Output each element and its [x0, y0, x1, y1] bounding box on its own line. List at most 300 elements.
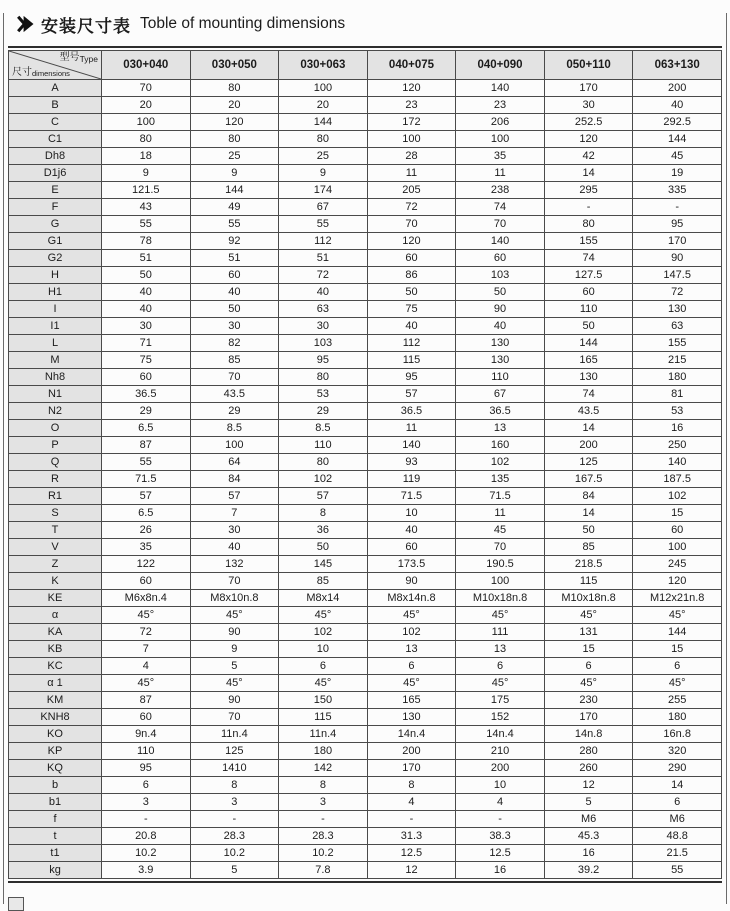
cell-value: 110 [456, 369, 545, 386]
cell-value: 11 [367, 420, 456, 437]
cell-value: 82 [190, 335, 279, 352]
cell-value: 95 [102, 760, 191, 777]
cell-value: 75 [102, 352, 191, 369]
cell-value: 71.5 [367, 488, 456, 505]
cell-value: 7.8 [279, 862, 368, 879]
row-label: α 1 [9, 675, 102, 692]
cell-value: M6x8n.4 [102, 590, 191, 607]
cell-value: 45° [544, 607, 633, 624]
cell-value: 84 [190, 471, 279, 488]
cell-value: 80 [279, 454, 368, 471]
cell-value: 18 [102, 148, 191, 165]
cell-value: - [633, 199, 722, 216]
cell-value: 55 [102, 216, 191, 233]
table-row [9, 845, 722, 862]
cell-value: 120 [367, 80, 456, 97]
cell-value: 144 [544, 335, 633, 352]
cell-value: 170 [367, 760, 456, 777]
cell-value: 60 [544, 284, 633, 301]
cell-value: 16n.8 [633, 726, 722, 743]
cell-value: 50 [102, 267, 191, 284]
cell-value: 6 [456, 658, 545, 675]
row-label: C1 [9, 131, 102, 148]
cell-value: 30 [190, 318, 279, 335]
cell-value: 84 [544, 488, 633, 505]
cell-value: 165 [367, 692, 456, 709]
cell-value: 335 [633, 182, 722, 199]
cell-value: 12 [367, 862, 456, 879]
cell-value: 28 [367, 148, 456, 165]
cell-value: 45 [633, 148, 722, 165]
cell-value: 53 [633, 403, 722, 420]
cell-value: 60 [367, 539, 456, 556]
cell-value: 45° [544, 675, 633, 692]
section-title-zh: 安装尺寸表 [41, 16, 131, 36]
cell-value: 6 [544, 658, 633, 675]
cell-value: 290 [633, 760, 722, 777]
cell-value: 14n.4 [367, 726, 456, 743]
table-row [9, 335, 722, 352]
row-label: A [9, 80, 102, 97]
cell-value: 205 [367, 182, 456, 199]
cell-value: 130 [456, 352, 545, 369]
cell-value: 130 [367, 709, 456, 726]
table-row [9, 777, 722, 794]
cell-value: 45° [456, 607, 545, 624]
cell-value: 63 [633, 318, 722, 335]
row-label: KP [9, 743, 102, 760]
cell-value: 90 [633, 250, 722, 267]
cell-value: 112 [279, 233, 368, 250]
cell-value: 8.5 [279, 420, 368, 437]
cell-value: 155 [544, 233, 633, 250]
cell-value: 120 [544, 131, 633, 148]
cell-value: 16 [544, 845, 633, 862]
cell-value: 25 [190, 148, 279, 165]
row-label: D1j6 [9, 165, 102, 182]
cell-value: 45° [633, 675, 722, 692]
cell-value: 25 [279, 148, 368, 165]
cell-value: 238 [456, 182, 545, 199]
table-row [9, 692, 722, 709]
cell-value: 15 [633, 641, 722, 658]
cell-value: 110 [102, 743, 191, 760]
cell-value: - [544, 199, 633, 216]
row-label: Q [9, 454, 102, 471]
cell-value: 206 [456, 114, 545, 131]
cell-value: 36.5 [367, 403, 456, 420]
cell-value: 150 [279, 692, 368, 709]
cell-value: 140 [456, 80, 545, 97]
cell-value: 50 [544, 318, 633, 335]
table-row [9, 301, 722, 318]
cell-value: 45° [367, 607, 456, 624]
cell-value: 40 [367, 522, 456, 539]
corner-type-label: 型号Type [59, 52, 98, 64]
cell-value: 125 [544, 454, 633, 471]
cell-value: 90 [190, 692, 279, 709]
cell-value: 74 [544, 386, 633, 403]
cell-value: 175 [456, 692, 545, 709]
cell-value: 140 [456, 233, 545, 250]
cell-value: 16 [633, 420, 722, 437]
cell-value: 100 [367, 131, 456, 148]
cell-value: 6 [633, 794, 722, 811]
cell-value: 31.3 [367, 828, 456, 845]
table-row [9, 658, 722, 675]
table-row [9, 828, 722, 845]
cell-value: 70 [456, 539, 545, 556]
cell-value: 11n.4 [190, 726, 279, 743]
cell-value: 3 [190, 794, 279, 811]
row-label: b1 [9, 794, 102, 811]
cell-value: 72 [633, 284, 722, 301]
row-label: Z [9, 556, 102, 573]
cell-value: 145 [279, 556, 368, 573]
column-header: 030+040 [102, 51, 191, 80]
row-label: KQ [9, 760, 102, 777]
cell-value: 11n.4 [279, 726, 368, 743]
cell-value: 103 [279, 335, 368, 352]
cell-value: 140 [633, 454, 722, 471]
cell-value: 110 [544, 301, 633, 318]
cell-value: 121.5 [102, 182, 191, 199]
cell-value: 200 [633, 80, 722, 97]
cell-value: 6 [102, 777, 191, 794]
cell-value: 167.5 [544, 471, 633, 488]
row-label: t [9, 828, 102, 845]
cell-value: 29 [190, 403, 279, 420]
cell-value: 74 [456, 199, 545, 216]
cell-value: 103 [456, 267, 545, 284]
cell-value: 45° [102, 675, 191, 692]
cell-value: 6 [633, 658, 722, 675]
cell-value: 180 [633, 369, 722, 386]
table-row [9, 811, 722, 828]
cell-value: 5 [190, 658, 279, 675]
cell-value: 9n.4 [102, 726, 191, 743]
cell-value: 14n.4 [456, 726, 545, 743]
row-label: N2 [9, 403, 102, 420]
row-label: kg [9, 862, 102, 879]
cell-value: 55 [633, 862, 722, 879]
cell-value: 72 [367, 199, 456, 216]
cell-value: 87 [102, 692, 191, 709]
cell-value: 45° [367, 675, 456, 692]
cell-value: 132 [190, 556, 279, 573]
cell-value: 60 [102, 709, 191, 726]
cell-value: 9 [279, 165, 368, 182]
cell-value: 10 [367, 505, 456, 522]
cell-value: 100 [102, 114, 191, 131]
cell-value: 60 [367, 250, 456, 267]
cell-value: 100 [190, 437, 279, 454]
mounting-dimensions-table [8, 50, 722, 879]
cell-value: 200 [456, 760, 545, 777]
table-row [9, 369, 722, 386]
cell-value: 40 [633, 97, 722, 114]
cell-value: 50 [456, 284, 545, 301]
cell-value: 130 [633, 301, 722, 318]
table-row [9, 624, 722, 641]
cell-value: 115 [279, 709, 368, 726]
cell-value: 45° [279, 607, 368, 624]
cell-value: 28.3 [190, 828, 279, 845]
cell-value: 112 [367, 335, 456, 352]
cell-value: 95 [633, 216, 722, 233]
table-row [9, 267, 722, 284]
cell-value: 131 [544, 624, 633, 641]
cell-value: 218.5 [544, 556, 633, 573]
table-row [9, 488, 722, 505]
cell-value: M10x18n.8 [456, 590, 545, 607]
cell-value: 245 [633, 556, 722, 573]
header-row [9, 51, 722, 80]
cell-value: 57 [367, 386, 456, 403]
cell-value: 23 [367, 97, 456, 114]
row-label: f [9, 811, 102, 828]
column-header: 040+075 [367, 51, 456, 80]
cell-value: 57 [190, 488, 279, 505]
table-row [9, 148, 722, 165]
cell-value: 3 [102, 794, 191, 811]
cell-value: 14 [544, 420, 633, 437]
cell-value: 71.5 [456, 488, 545, 505]
cell-value: 250 [633, 437, 722, 454]
table-row [9, 556, 722, 573]
cell-value: 19 [633, 165, 722, 182]
cell-value: 90 [456, 301, 545, 318]
cell-value: 119 [367, 471, 456, 488]
table-row [9, 216, 722, 233]
cell-value: 40 [367, 318, 456, 335]
cell-value: 39.2 [544, 862, 633, 879]
cell-value: 38.3 [456, 828, 545, 845]
page-border-left [3, 13, 4, 904]
section-marker-icon [15, 15, 34, 33]
cell-value: 13 [456, 420, 545, 437]
row-label: E [9, 182, 102, 199]
cell-value: 170 [544, 709, 633, 726]
cell-value: 67 [279, 199, 368, 216]
cell-value: 40 [279, 284, 368, 301]
table-row [9, 709, 722, 726]
row-label: S [9, 505, 102, 522]
cell-value: 43 [102, 199, 191, 216]
cell-value: 102 [367, 624, 456, 641]
cell-value: M10x18n.8 [544, 590, 633, 607]
cell-value: 50 [190, 301, 279, 318]
cell-value: 72 [279, 267, 368, 284]
cell-value: 10.2 [279, 845, 368, 862]
table-row [9, 454, 722, 471]
row-label: t1 [9, 845, 102, 862]
cell-value: 92 [190, 233, 279, 250]
row-label: Dh8 [9, 148, 102, 165]
column-header: 063+130 [633, 51, 722, 80]
cell-value: 80 [190, 131, 279, 148]
cell-value: 45° [102, 607, 191, 624]
cell-value: 35 [456, 148, 545, 165]
row-label: K [9, 573, 102, 590]
cell-value: 170 [633, 233, 722, 250]
cell-value: 102 [633, 488, 722, 505]
row-label: KO [9, 726, 102, 743]
cell-value: 152 [456, 709, 545, 726]
cell-value: M12x21n.8 [633, 590, 722, 607]
table-row [9, 760, 722, 777]
cell-value: 120 [633, 573, 722, 590]
cell-value: 50 [367, 284, 456, 301]
cell-value: 295 [544, 182, 633, 199]
table-row [9, 522, 722, 539]
row-label: KM [9, 692, 102, 709]
cell-value: 190.5 [456, 556, 545, 573]
cell-value: 20.8 [102, 828, 191, 845]
cell-value: 86 [367, 267, 456, 284]
cell-value: 72 [102, 624, 191, 641]
cell-value: 5 [190, 862, 279, 879]
cell-value: 12 [544, 777, 633, 794]
cell-value: 43.5 [190, 386, 279, 403]
cell-value: 120 [367, 233, 456, 250]
table-row [9, 726, 722, 743]
cell-value: 187.5 [633, 471, 722, 488]
cell-value: 30 [102, 318, 191, 335]
cell-value: 60 [102, 369, 191, 386]
cell-value: 320 [633, 743, 722, 760]
cell-value: 40 [456, 318, 545, 335]
cell-value: 6 [279, 658, 368, 675]
cell-value: 7 [102, 641, 191, 658]
cell-value: 90 [190, 624, 279, 641]
cell-value: 13 [367, 641, 456, 658]
row-label: N1 [9, 386, 102, 403]
table-row [9, 862, 722, 879]
column-header: 050+110 [544, 51, 633, 80]
table-top-rule [8, 46, 722, 48]
cell-value: 29 [102, 403, 191, 420]
cell-value: 50 [279, 539, 368, 556]
cell-value: 173.5 [367, 556, 456, 573]
row-label: R1 [9, 488, 102, 505]
table-row [9, 165, 722, 182]
cell-value: 130 [544, 369, 633, 386]
cell-value: 4 [456, 794, 545, 811]
cell-value: 43.5 [544, 403, 633, 420]
cell-value: 51 [279, 250, 368, 267]
cell-value: 292.5 [633, 114, 722, 131]
table-row [9, 675, 722, 692]
cell-value: 71.5 [102, 471, 191, 488]
cell-value: 80 [190, 80, 279, 97]
cell-value: 45.3 [544, 828, 633, 845]
cell-value: 60 [456, 250, 545, 267]
table-row [9, 641, 722, 658]
cell-value: 174 [279, 182, 368, 199]
cell-value: 30 [279, 318, 368, 335]
cell-value: 8 [279, 777, 368, 794]
cell-value: 30 [190, 522, 279, 539]
cell-value: 16 [456, 862, 545, 879]
cell-value: 45° [279, 675, 368, 692]
cell-value: 215 [633, 352, 722, 369]
cell-value: 127.5 [544, 267, 633, 284]
row-label: L [9, 335, 102, 352]
cell-value: 90 [367, 573, 456, 590]
cell-value: 172 [367, 114, 456, 131]
cell-value: 51 [190, 250, 279, 267]
corner-dimensions-label: 尺寸dimensions [12, 67, 70, 78]
cell-value: 100 [456, 131, 545, 148]
cell-value: 45° [456, 675, 545, 692]
cell-value: 8 [279, 505, 368, 522]
corner-header-cell [9, 51, 102, 80]
cell-value: 36 [279, 522, 368, 539]
next-section-marker-icon [8, 897, 24, 911]
cell-value: 155 [633, 335, 722, 352]
cell-value: 9 [190, 641, 279, 658]
row-label: T [9, 522, 102, 539]
cell-value: 102 [279, 471, 368, 488]
table-row [9, 199, 722, 216]
cell-value: 55 [190, 216, 279, 233]
cell-value: 53 [279, 386, 368, 403]
cell-value: M8x14n.8 [367, 590, 456, 607]
cell-value: 110 [279, 437, 368, 454]
row-label: O [9, 420, 102, 437]
cell-value: 45° [633, 607, 722, 624]
column-header: 040+090 [456, 51, 545, 80]
cell-value: 170 [544, 80, 633, 97]
cell-value: - [190, 811, 279, 828]
cell-value: 100 [633, 539, 722, 556]
table-row [9, 607, 722, 624]
cell-value: 130 [456, 335, 545, 352]
cell-value: 9 [102, 165, 191, 182]
cell-value: 63 [279, 301, 368, 318]
cell-value: 115 [367, 352, 456, 369]
cell-value: 3.9 [102, 862, 191, 879]
cell-value: 160 [456, 437, 545, 454]
cell-value: 180 [633, 709, 722, 726]
cell-value: 64 [190, 454, 279, 471]
row-label: I [9, 301, 102, 318]
cell-value: 180 [279, 743, 368, 760]
cell-value: 8.5 [190, 420, 279, 437]
cell-value: 13 [456, 641, 545, 658]
row-label: α [9, 607, 102, 624]
cell-value: 81 [633, 386, 722, 403]
table-row [9, 250, 722, 267]
cell-value: 144 [190, 182, 279, 199]
cell-value: 12.5 [367, 845, 456, 862]
cell-value: 11 [456, 165, 545, 182]
cell-value: 20 [279, 97, 368, 114]
section-title [15, 13, 730, 35]
cell-value: 36.5 [456, 403, 545, 420]
table-row [9, 437, 722, 454]
table-row [9, 794, 722, 811]
cell-value: 78 [102, 233, 191, 250]
table-row [9, 80, 722, 97]
cell-value: 45° [190, 675, 279, 692]
cell-value: M6 [633, 811, 722, 828]
cell-value: 260 [544, 760, 633, 777]
cell-value: 255 [633, 692, 722, 709]
row-label: V [9, 539, 102, 556]
row-label: KA [9, 624, 102, 641]
